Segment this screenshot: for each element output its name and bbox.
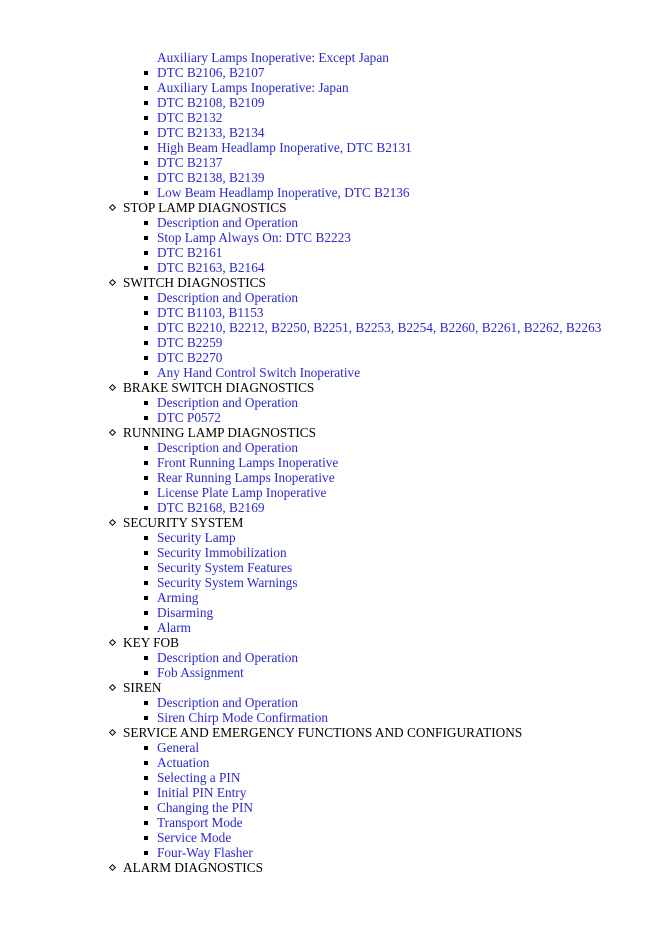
list-item[interactable]: [0, 740, 662, 755]
list-item[interactable]: [0, 770, 662, 785]
square-bullet-icon: [144, 776, 148, 780]
toc-link[interactable]: DTC B2210, B2212, B2250, B2251, B2253, B2254, B2260, B2261, B2262, B2263: [157, 320, 602, 335]
section-title: SWITCH DIAGNOSTICS: [123, 275, 266, 290]
toc-link[interactable]: DTC B2137: [157, 155, 223, 170]
square-bullet-icon: [144, 221, 148, 225]
list-item[interactable]: [0, 410, 662, 425]
toc-link[interactable]: Auxiliary Lamps Inoperative: Japan: [157, 80, 349, 95]
list-item[interactable]: [0, 365, 662, 380]
diamond-bullet-icon: [109, 384, 116, 391]
section-heading: [0, 635, 662, 650]
list-item[interactable]: [0, 845, 662, 860]
toc-link[interactable]: DTC B2132: [157, 110, 223, 125]
toc-link[interactable]: DTC B2133, B2134: [157, 125, 265, 140]
toc-link[interactable]: Siren Chirp Mode Confirmation: [157, 710, 328, 725]
square-bullet-icon: [144, 371, 148, 375]
list-item[interactable]: [0, 530, 662, 545]
diamond-bullet-icon: [109, 864, 116, 871]
section-title: ALARM DIAGNOSTICS: [123, 860, 263, 875]
list-item[interactable]: [0, 665, 662, 680]
list-item[interactable]: [0, 320, 662, 335]
square-bullet-icon: [144, 536, 148, 540]
square-bullet-icon: [144, 581, 148, 585]
square-bullet-icon: [144, 326, 148, 330]
list-item[interactable]: [0, 215, 662, 230]
square-bullet-icon: [144, 596, 148, 600]
list-item[interactable]: [0, 305, 662, 320]
list-item[interactable]: [0, 815, 662, 830]
section-heading: [0, 680, 662, 695]
toc-link[interactable]: Auxiliary Lamps Inoperative: Except Japan: [157, 50, 389, 65]
list-item[interactable]: [0, 440, 662, 455]
toc-link[interactable]: Changing the PIN: [157, 800, 254, 815]
square-bullet-icon: [144, 71, 148, 75]
square-bullet-icon: [144, 401, 148, 405]
list-item[interactable]: [0, 140, 662, 155]
square-bullet-icon: [144, 626, 148, 630]
list-item[interactable]: [0, 350, 662, 365]
section-title: STOP LAMP DIAGNOSTICS: [123, 200, 287, 215]
toc-link[interactable]: Front Running Lamps Inoperative: [157, 455, 339, 470]
list-item[interactable]: [0, 545, 662, 560]
toc-link[interactable]: Description and Operation: [157, 695, 299, 710]
square-bullet-icon: [144, 836, 148, 840]
list-item[interactable]: [0, 620, 662, 635]
toc-link[interactable]: DTC B1103, B1153: [157, 305, 264, 320]
square-bullet-icon: [144, 746, 148, 750]
square-bullet-icon: [144, 506, 148, 510]
section-heading: [0, 380, 662, 395]
square-bullet-icon: [144, 491, 148, 495]
square-bullet-icon: [144, 266, 148, 270]
toc-link[interactable]: License Plate Lamp Inoperative: [157, 485, 327, 500]
toc-link[interactable]: Alarm: [157, 620, 191, 635]
section-heading: [0, 200, 662, 215]
square-bullet-icon: [144, 101, 148, 105]
toc-link[interactable]: Initial PIN Entry: [157, 785, 247, 800]
list-item[interactable]: [0, 155, 662, 170]
toc-link[interactable]: DTC B2138, B2139: [157, 170, 265, 185]
toc-link[interactable]: DTC B2259: [157, 335, 223, 350]
section-heading: [0, 860, 662, 875]
diamond-bullet-icon: [109, 729, 116, 736]
toc-link[interactable]: Security System Features: [157, 560, 293, 575]
diamond-bullet-icon: [109, 684, 116, 691]
toc-link[interactable]: Selecting a PIN: [157, 770, 241, 785]
list-item[interactable]: [0, 500, 662, 515]
diamond-bullet-icon: [109, 429, 116, 436]
square-bullet-icon: [144, 446, 148, 450]
diamond-bullet-icon: [109, 519, 116, 526]
square-bullet-icon: [144, 791, 148, 795]
table-of-contents: [0, 50, 662, 875]
list-item[interactable]: [0, 485, 662, 500]
list-item[interactable]: [0, 455, 662, 470]
square-bullet-icon: [144, 461, 148, 465]
list-item[interactable]: [0, 470, 662, 485]
section-title: BRAKE SWITCH DIAGNOSTICS: [123, 380, 315, 395]
list-item[interactable]: [0, 710, 662, 725]
section-title: SECURITY SYSTEM: [123, 515, 244, 530]
section-title: KEY FOB: [123, 635, 180, 650]
list-item[interactable]: [0, 290, 662, 305]
toc-link[interactable]: Actuation: [157, 755, 210, 770]
list-item[interactable]: [0, 110, 662, 125]
square-bullet-icon: [144, 551, 148, 555]
list-item[interactable]: [0, 605, 662, 620]
list-item[interactable]: [0, 125, 662, 140]
square-bullet-icon: [144, 806, 148, 810]
square-bullet-icon: [144, 416, 148, 420]
list-item[interactable]: [0, 95, 662, 110]
section-title: RUNNING LAMP DIAGNOSTICS: [123, 425, 317, 440]
list-item[interactable]: [0, 65, 662, 80]
square-bullet-icon: [144, 191, 148, 195]
toc-link[interactable]: Four-Way Flasher: [157, 845, 253, 860]
toc-link[interactable]: Service Mode: [157, 830, 232, 845]
section-heading: [0, 275, 662, 290]
toc-link[interactable]: Description and Operation: [157, 650, 299, 665]
toc-link[interactable]: Security Lamp: [157, 530, 236, 545]
toc-link[interactable]: Disarming: [157, 605, 214, 620]
square-bullet-icon: [144, 476, 148, 480]
toc-link[interactable]: General: [157, 740, 200, 755]
continuation-item[interactable]: [0, 50, 662, 65]
square-bullet-icon: [144, 116, 148, 120]
list-item[interactable]: [0, 830, 662, 845]
square-bullet-icon: [144, 356, 148, 360]
list-item[interactable]: [0, 170, 662, 185]
toc-link[interactable]: Arming: [157, 590, 199, 605]
toc-link[interactable]: Security Immobilization: [157, 545, 287, 560]
list-item[interactable]: [0, 395, 662, 410]
square-bullet-icon: [144, 236, 148, 240]
toc-link[interactable]: Description and Operation: [157, 215, 299, 230]
square-bullet-icon: [144, 716, 148, 720]
list-item[interactable]: [0, 785, 662, 800]
toc-link[interactable]: Stop Lamp Always On: DTC B2223: [157, 230, 351, 245]
toc-link[interactable]: DTC P0572: [157, 410, 221, 425]
toc-link[interactable]: Fob Assignment: [157, 665, 244, 680]
toc-link[interactable]: Description and Operation: [157, 395, 299, 410]
list-item[interactable]: [0, 650, 662, 665]
square-bullet-icon: [144, 311, 148, 315]
list-item[interactable]: [0, 80, 662, 95]
section-heading: [0, 425, 662, 440]
list-item[interactable]: [0, 260, 662, 275]
list-item[interactable]: [0, 800, 662, 815]
toc-link[interactable]: DTC B2163, B2164: [157, 260, 265, 275]
toc-link[interactable]: Rear Running Lamps Inoperative: [157, 470, 335, 485]
toc-link[interactable]: Transport Mode: [157, 815, 243, 830]
toc-link[interactable]: Low Beam Headlamp Inoperative, DTC B2136: [157, 185, 410, 200]
square-bullet-icon: [144, 146, 148, 150]
diamond-bullet-icon: [109, 204, 116, 211]
toc-link[interactable]: Description and Operation: [157, 290, 299, 305]
square-bullet-icon: [144, 86, 148, 90]
square-bullet-icon: [144, 761, 148, 765]
toc-link[interactable]: DTC B2106, B2107: [157, 65, 265, 80]
list-item[interactable]: [0, 245, 662, 260]
square-bullet-icon: [144, 671, 148, 675]
square-bullet-icon: [144, 656, 148, 660]
list-item[interactable]: [0, 755, 662, 770]
list-item[interactable]: [0, 230, 662, 245]
list-item[interactable]: [0, 695, 662, 710]
square-bullet-icon: [144, 176, 148, 180]
section-title: SIREN: [123, 680, 162, 695]
square-bullet-icon: [144, 341, 148, 345]
diamond-bullet-icon: [109, 279, 116, 286]
square-bullet-icon: [144, 821, 148, 825]
toc-link[interactable]: DTC B2168, B2169: [157, 500, 265, 515]
toc-link[interactable]: Description and Operation: [157, 440, 299, 455]
list-item[interactable]: [0, 335, 662, 350]
list-item[interactable]: [0, 590, 662, 605]
section-title: SERVICE AND EMERGENCY FUNCTIONS AND CONFIGURATIONS: [123, 725, 523, 740]
square-bullet-icon: [144, 566, 148, 570]
square-bullet-icon: [144, 131, 148, 135]
toc-link[interactable]: Security System Warnings: [157, 575, 298, 590]
list-item[interactable]: [0, 575, 662, 590]
section-heading: [0, 515, 662, 530]
list-item[interactable]: [0, 560, 662, 575]
square-bullet-icon: [144, 251, 148, 255]
section-heading: [0, 725, 662, 740]
square-bullet-icon: [144, 161, 148, 165]
toc-link[interactable]: DTC B2161: [157, 245, 223, 260]
square-bullet-icon: [144, 296, 148, 300]
square-bullet-icon: [144, 611, 148, 615]
square-bullet-icon: [144, 851, 148, 855]
list-item[interactable]: [0, 185, 662, 200]
diamond-bullet-icon: [109, 639, 116, 646]
toc-link[interactable]: DTC B2270: [157, 350, 223, 365]
toc-link[interactable]: DTC B2108, B2109: [157, 95, 265, 110]
toc-link[interactable]: Any Hand Control Switch Inoperative: [157, 365, 361, 380]
toc-link[interactable]: High Beam Headlamp Inoperative, DTC B2131: [157, 140, 412, 155]
square-bullet-icon: [144, 701, 148, 705]
